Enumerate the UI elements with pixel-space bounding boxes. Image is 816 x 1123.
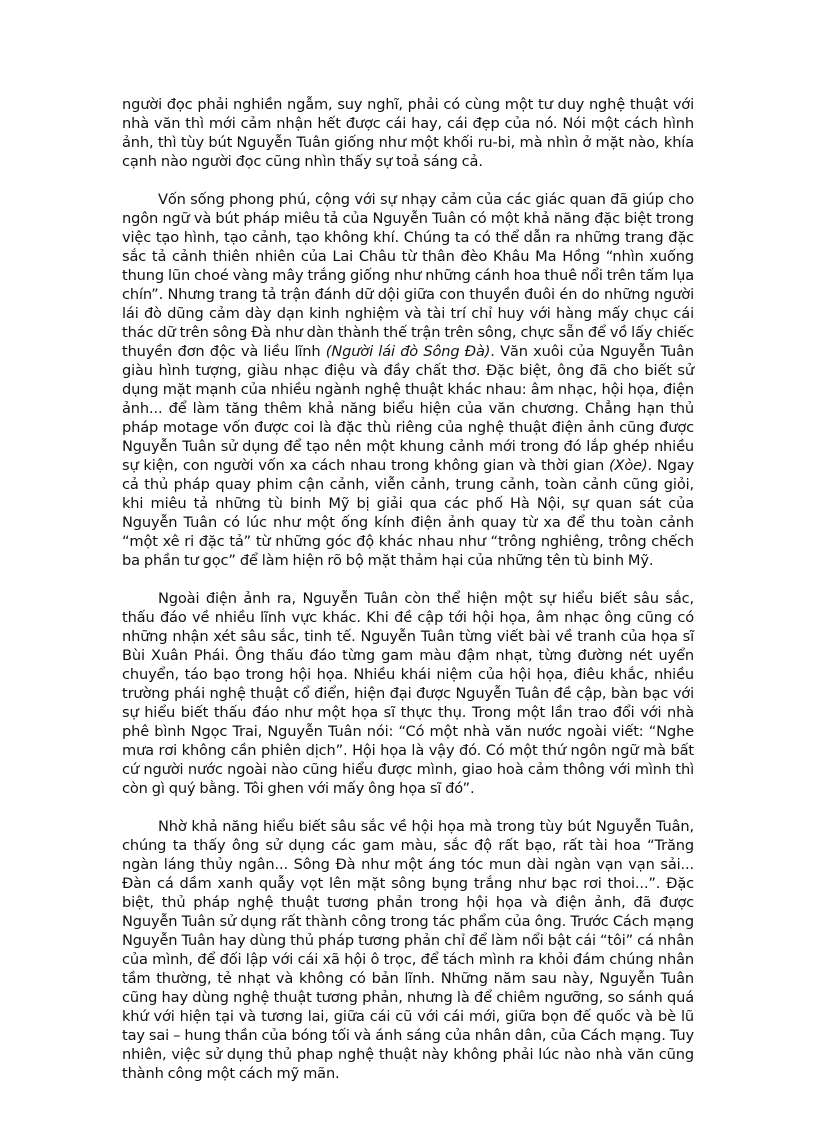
- paragraph-text: Vốn sống phong phú, cộng với sự nhạy cảm của các giác quan đã giúp cho ngôn ngữ và bút pháp miêu tả của Nguyễn Tuân có một khả năng đặc biệt trong việc tạo hình, tạo cảnh, tạo không khí. Chúng ta có thể dẫn ra những trang đặc sắc tả cảnh thiên nhiên của Lai Châu từ thân đèo Khâu Ma Hồng “nhìn xuống thung lũn choé vàng mây trắng giống như những cánh hoa thuê nổi trên tấm lụa chín”. Nhưng trang tả trận đánh dữ dội giữa con thuyền đuôi én do những người lái đò dũng cảm dày dạn kinh nghiệm và tài trí chỉ huy với hàng mấy chục cái thác dữ trên sông Đà như dàn thành thế trận trên sông, chực sẵn để vồ lấy chiếc thuyền đơn độc và liều lĩnh: [122, 191, 694, 360]
- paragraph-3: [122, 589, 694, 798]
- document-page: [122, 95, 694, 1083]
- paragraph-text: . Văn xuôi của Nguyễn Tuân giàu hình tượng, giàu nhạc điệu và đầy chất thơ. Đặc biệt, ông đã cho biết sử dụng mặt mạnh của nhiều ngành nghệ thuật khác nhau: âm nhạc, hội họa, điện ảnh... để làm tăng thêm khả năng biểu hiện của văn chương. Chẳng hạn thủ pháp motage vốn được coi là đặc thù riêng của nghệ thuật điện ảnh cũng được Nguyễn Tuân sử dụng để tạo nên một khung cảnh mới trong đó lắp ghép nhiều sự kiện, con người vốn xa cách nhau trong không gian và thời gian: [122, 343, 694, 474]
- paragraph-text: người đọc phải nghiền ngẫm, suy nghĩ, phải có cùng một tư duy nghệ thuật với nhà văn thì mới cảm nhận hết được cái hay, cái đẹp của nó. Nói một cách hình ảnh, thì tùy bút Nguyễn Tuân giống như một khối ru-bi, mà nhìn ở mặt nào, khía cạnh nào người đọc cũng nhìn thấy sự toả sáng cả.: [122, 96, 694, 170]
- paragraph-1: [122, 95, 694, 171]
- paragraph-text: . Ngay cả thủ pháp quay phim cận cảnh, viễn cảnh, trung cảnh, toàn cảnh cũng giỏi, khi miêu tả những tù binh Mỹ bị giải qua các phố Hà Nội, sự quan sát của Nguyễn Tuân có lúc như một ống kính điện ảnh quay từ xa để thu toàn cảnh “một xê ri đặc tả” từ những góc độ khác nhau như “trông nghiêng, trông chếch ba phần tư gọc” để làm hiện rõ bộ mặt thảm hại của những tên tù binh Mỹ.: [122, 457, 695, 569]
- paragraph-2: [122, 190, 694, 570]
- paragraph-text: Nhờ khả năng hiểu biết sâu sắc về hội họa mà trong tùy bút Nguyễn Tuân, chúng ta thấy ông sử dụng các gam màu, sắc độ rất bạo, rất tài hoa “Trăng ngàn láng thủy ngân... Sông Đà như một áng tóc mun dài ngàn vạn vạn sải... Đàn cá dầm xanh quẫy vọt lên mặt sông bụng trắng như bạc rơi thoi...”. Đặc biệt, thủ pháp nghệ thuật tương phản trong hội họa và điện ảnh, đã được Nguyễn Tuân sử dụng rất thành công trong tác phẩm của ông. Trước Cách mạng Nguyễn Tuân hay dùng thủ pháp tương phản chỉ để làm nổi bật cái “tôi” cá nhân của mình, để đối lập với cái xã hội ô trọc, để tách mình ra khỏi đám chúng nhân tầm thường, tẻ nhạt và không có bản lĩnh. Những năm sau này, Nguyễn Tuân cũng hay dùng nghệ thuật tương phản, nhưng là để chiêm ngưỡng, so sánh quá khứ với hiện tại và tương lai, giữa cái cũ với cái mới, giữa bọn đế quốc và bè lũ tay sai – hung thần của bóng tối và ánh sáng của nhân dân, của Cách mạng. Tuy nhiên, việc sử dụng thủ phap nghệ thuật này không phải lúc nào nhà văn cũng thành công một cách mỹ mãn.: [122, 818, 694, 1082]
- paragraph-4: [122, 817, 694, 1083]
- italic-title: (Xòe): [608, 457, 648, 474]
- italic-title: (Người lái đò Sông Đà): [325, 343, 491, 360]
- paragraph-text: Ngoài điện ảnh ra, Nguyễn Tuân còn thể hiện một sự hiểu biết sâu sắc, thấu đáo về nhiều lĩnh vực khác. Khi đề cập tới hội họa, âm nhạc ông cũng có những nhận xét sâu sắc, tinh tế. Nguyễn Tuân từng viết bài về tranh của họa sĩ Bùi Xuân Phái. Ông thấu đáo từng gam màu đậm nhạt, từng đường nét uyển chuyển, táo bạo trong hội họa. Nhiều khái niệm của hội họa, điêu khắc, nhiều trường phái nghệ thuật cổ điển, hiện đại được Nguyễn Tuân đề cập, bàn bạc với sự hiểu biết thấu đáo như một họa sĩ thực thụ. Trong một lần trao đổi với nhà phê bình Ngọc Trai, Nguyễn Tuân nói: “Có một nhà văn nước ngoài viết: “Nghe mưa rơi không cần phiên dịch”. Hội họa là vậy đó. Có một thứ ngôn ngữ mà bất cứ người nước ngoài nào cũng hiểu được mình, giao hoà cảm thông với mình thì còn gì quý bằng. Tôi ghen với mấy ông họa sĩ đó”.: [122, 590, 694, 797]
